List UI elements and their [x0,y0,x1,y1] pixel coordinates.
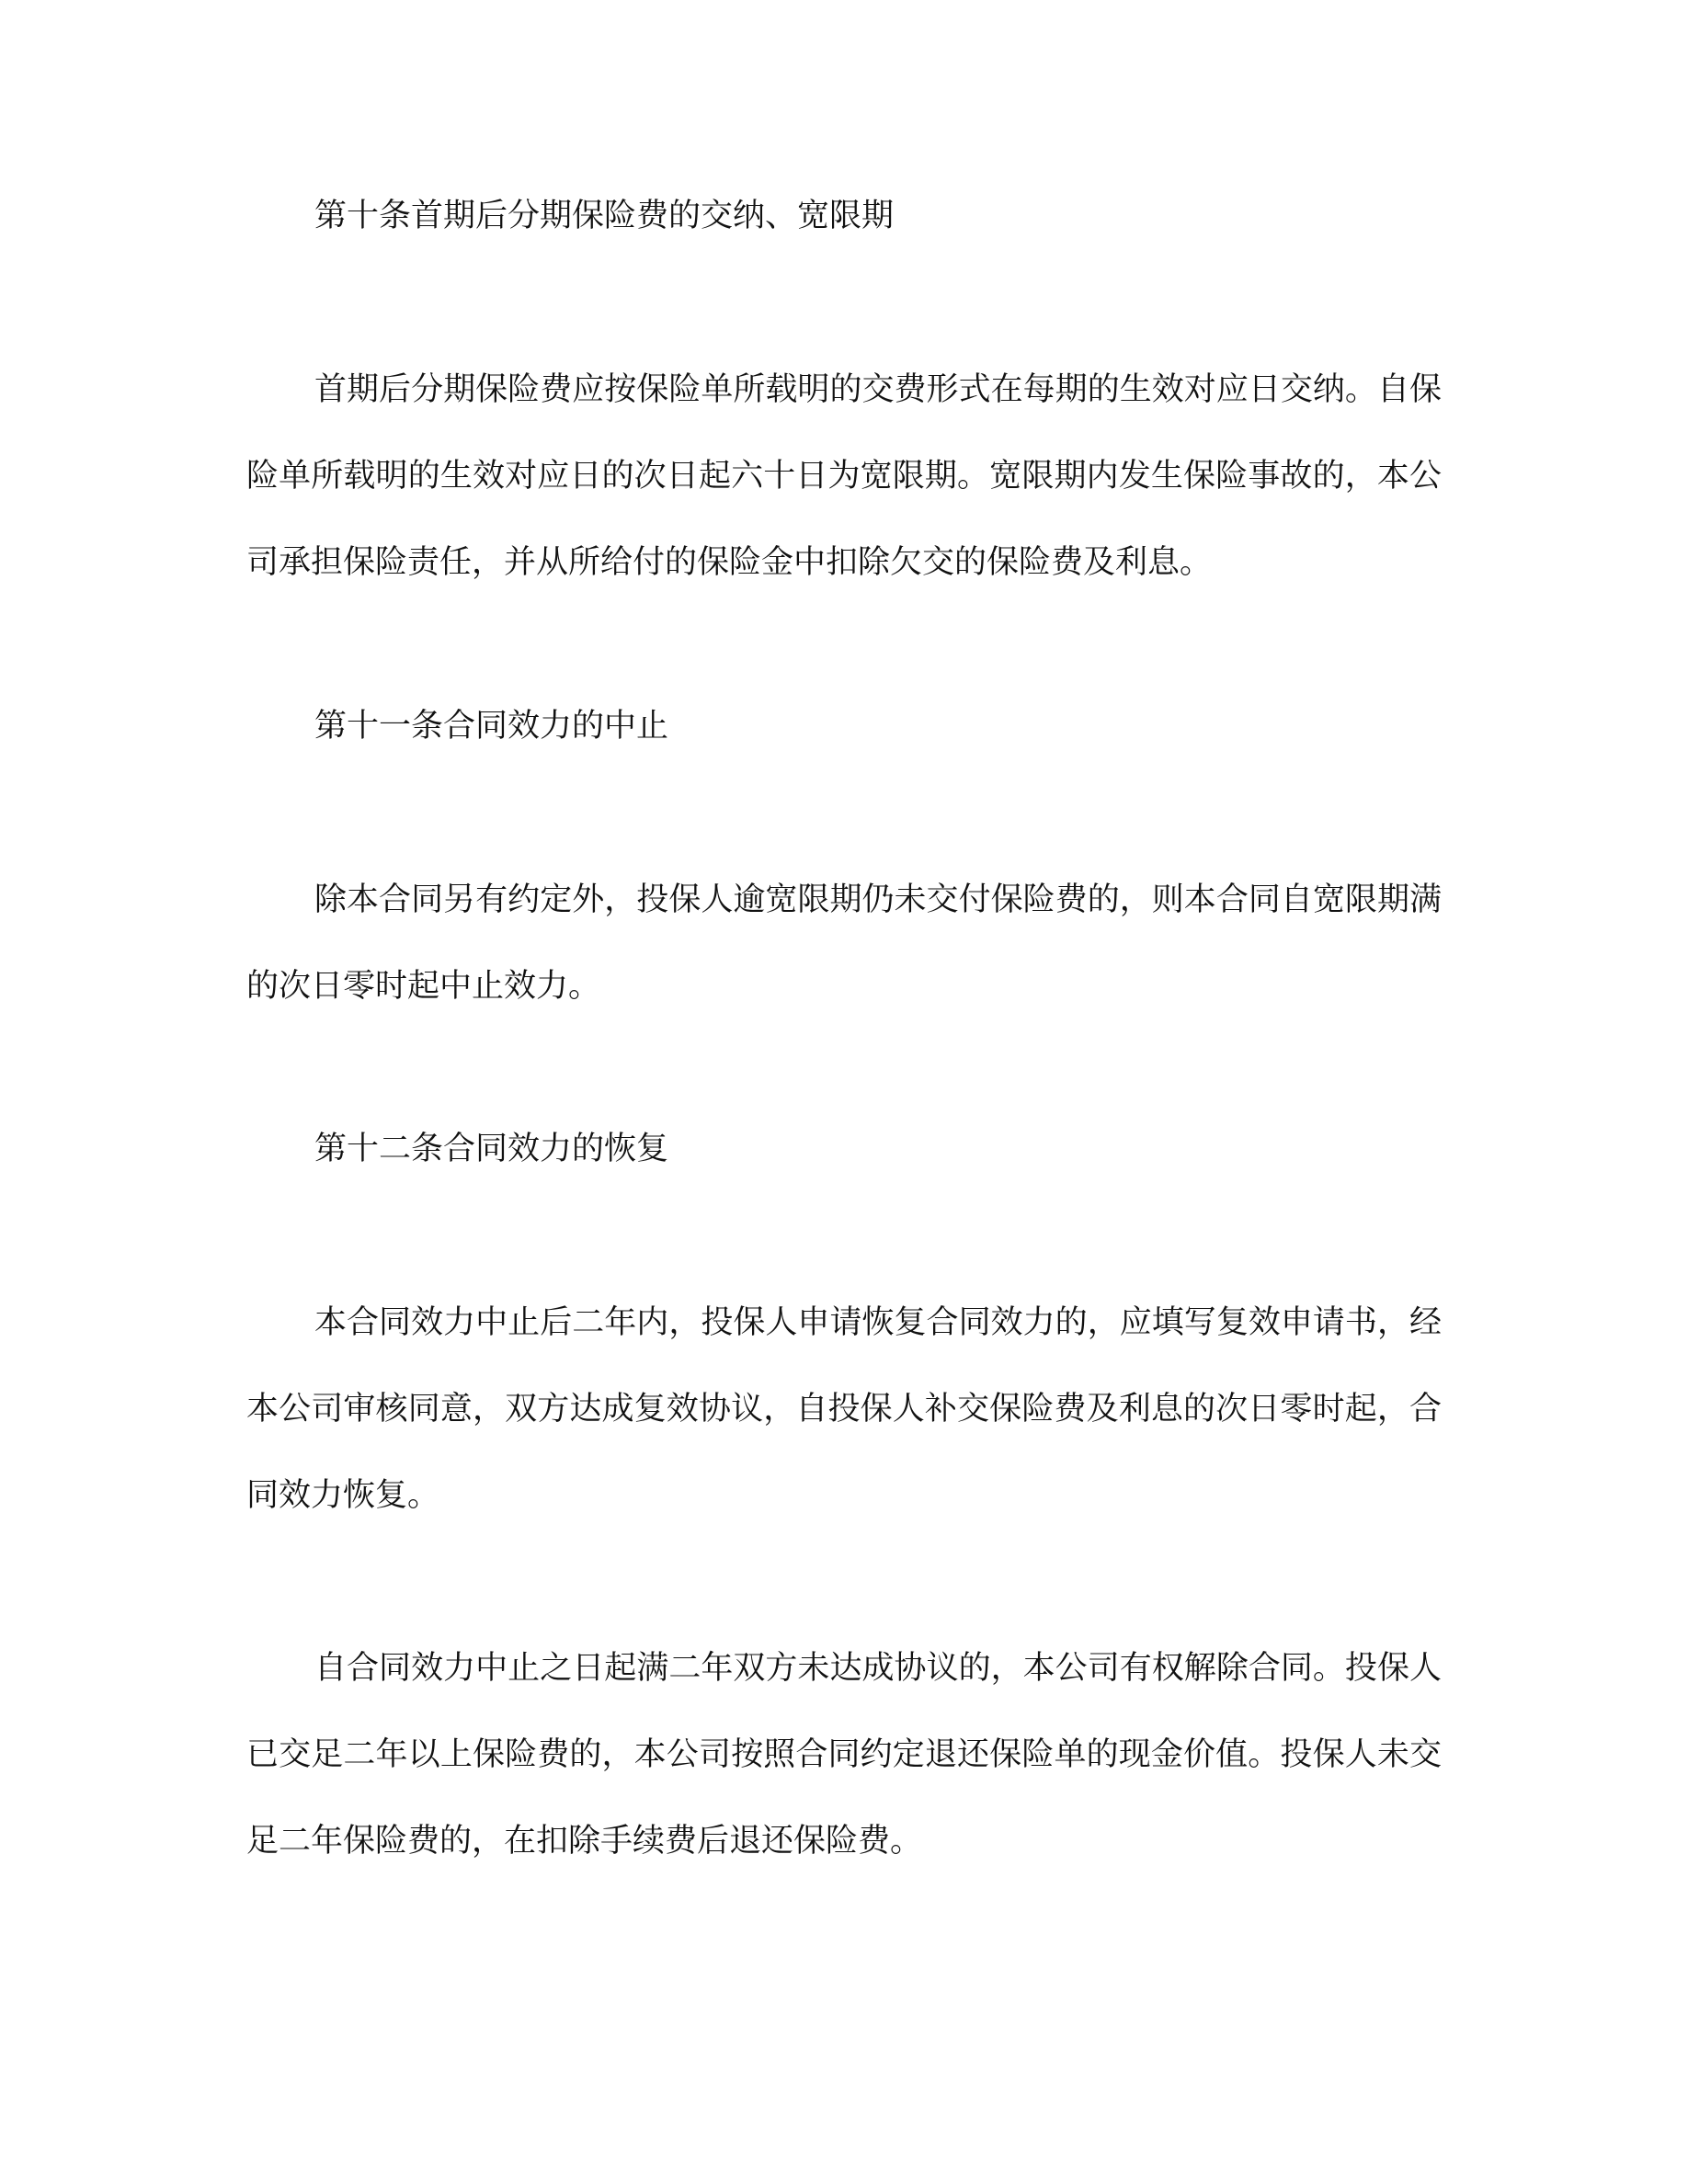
paragraph-article-11 [246,857,1442,1029]
heading-text: 第十条首期后分期保险费的交纳、宽限期 [314,198,895,234]
section-heading-article-10 [246,195,1442,237]
heading-text: 第十一条合同效力的中止 [314,708,669,745]
paragraph-article-10 [246,347,1442,606]
paragraph-text: 除本合同另有约定外，投保人逾宽限期仍未交付保险费的，则本合同自宽限期满的次日零时起中止效力。 [246,882,1442,1005]
section-heading-article-11 [246,705,1442,747]
paragraph-text: 首期后分期保险费应按保险单所载明的交费形式在每期的生效对应日交纳。自保险单所载明的生效对应日的次日起六十日为宽限期。宽限期内发生保险事故的，本公司承担保险责任，并从所给付的保险金中扣除欠交的保险费及利息。 [246,371,1442,581]
paragraph-article-12-a [246,1280,1442,1539]
heading-text: 第十二条合同效力的恢复 [314,1131,669,1167]
paragraph-text: 本合同效力中止后二年内，投保人申请恢复合同效力的，应填写复效申请书，经本公司审核同意，双方达成复效协议，自投保人补交保险费及利息的次日零时起，合同效力恢复。 [246,1304,1442,1514]
paragraph-text: 自合同效力中止之日起满二年双方未达成协议的，本公司有权解除合同。投保人已交足二年以上保险费的，本公司按照合同约定退还保险单的现金价值。投保人未交足二年保险费的，在扣除手续费后退还保险费。 [246,1650,1442,1860]
section-heading-article-12 [246,1128,1442,1170]
paragraph-article-12-b [246,1625,1442,1884]
